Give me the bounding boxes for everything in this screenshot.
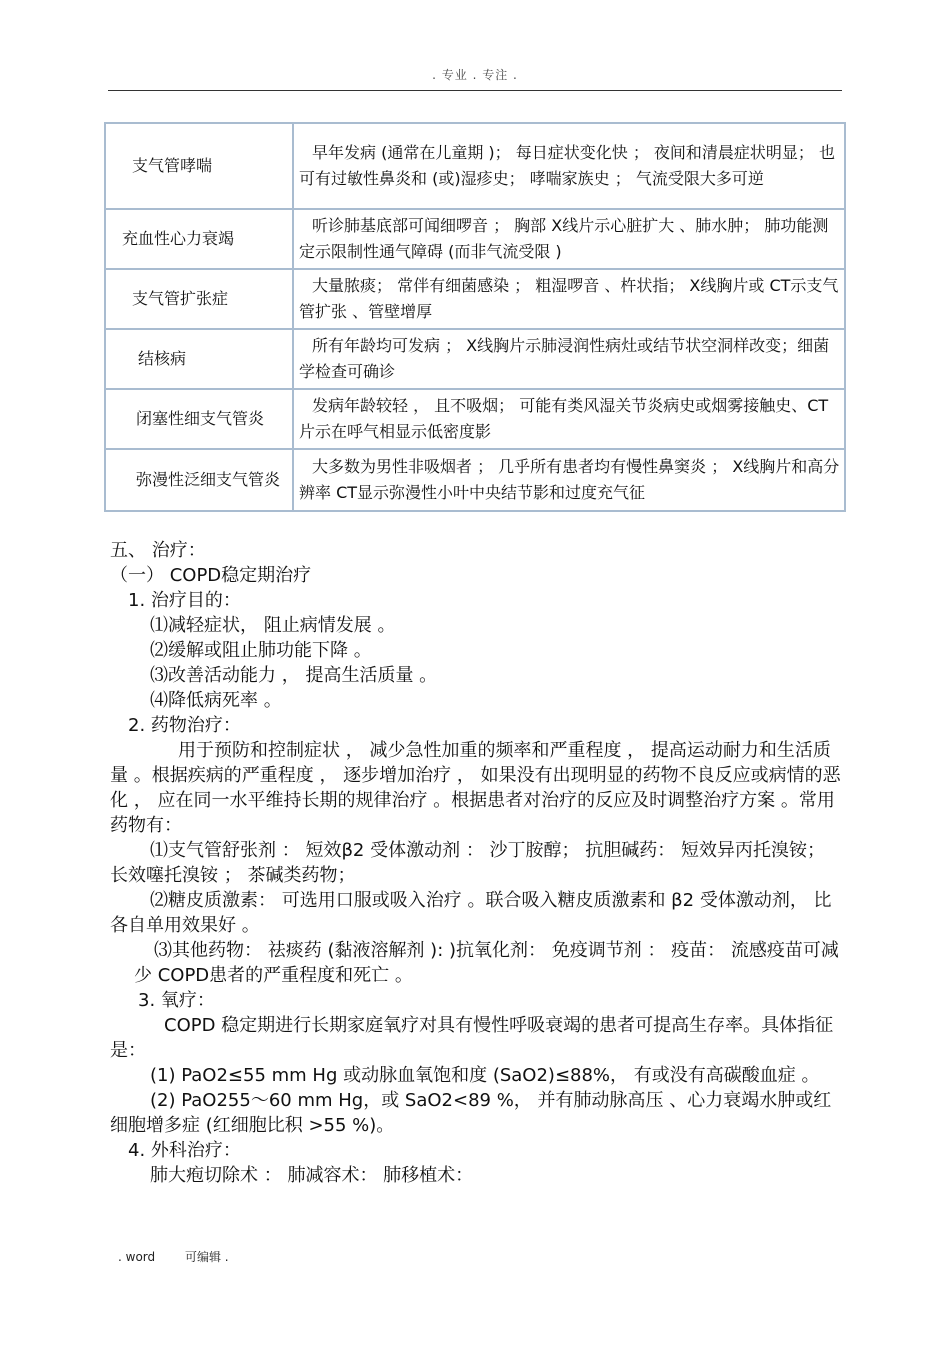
table-row bbox=[105, 269, 845, 329]
list-item: (1) PaO2≤55 mm Hg 或动脉血氧饱和度 (SaO2)≤88%， 有或没有高碳酸血症 。 bbox=[150, 1065, 820, 1086]
paragraph: 用于预防和控制症状 ， 减少急性加重的频率和严重程度 ， 提高运动耐力和生活质量 。根据疾病的严重程度 ， 逐步增加治疗 ， 如果没有出现明显的药物不良反应或病情的恶化 ， 应在同一水平维持长期的规律治疗 。根据患者对治疗的反应及时调整治疗方案 。常用药物有： bbox=[110, 740, 841, 836]
footer-left: . word bbox=[118, 1250, 156, 1264]
disease-name: 充血性心力衰竭 bbox=[105, 209, 293, 269]
list-item: ⑴支气管舒张剂 ： 短效β2 受体激动剂 ： 沙丁胺醇； 抗胆碱药： 短效异丙托溴铵； 长效噻托溴铵 ； 茶碱类药物； bbox=[110, 840, 825, 886]
disease-description: 大多数为男性非吸烟者 ； 几乎所有患者均有慢性鼻窦炎 ； X线胸片和高分辨率 CT显示弥漫性小叶中央结节影和过度充气征 bbox=[293, 449, 845, 511]
disease-description: 大量脓痰； 常伴有细菌感染 ； 粗湿啰音 、杵状指； X线胸片或 CT示支气管扩张 、管壁增厚 bbox=[293, 269, 845, 329]
paragraph: 肺大疱切除术 ： 肺减容术： 肺移植术： bbox=[150, 1165, 474, 1186]
disease-description: 所有年龄均可发病 ； X线胸片示肺浸润性病灶或结节状空洞样改变；细菌学检查可确诊 bbox=[293, 329, 845, 389]
list-item: ⑴减轻症状， 阻止病情发展 。 bbox=[150, 615, 396, 636]
disease-description: 听诊肺基底部可闻细啰音 ； 胸部 X线片示心脏扩大 、肺水肿； 肺功能测定示限制性通气障碍 (而非气流受限 ) bbox=[293, 209, 845, 269]
disease-name: 弥漫性泛细支气管炎 bbox=[105, 449, 293, 511]
section-heading: 五、 治疗： bbox=[110, 540, 206, 561]
disease-name: 结核病 bbox=[105, 329, 293, 389]
list-item: ⑵糖皮质激素： 可选用口服或吸入治疗 。联合吸入糖皮质激素和 β2 受体激动剂， 比各自单用效果好 。 bbox=[110, 890, 832, 936]
list-item: ⑷降低病死率 。 bbox=[150, 690, 282, 711]
subsection-heading: （一） COPD稳定期治疗 bbox=[110, 565, 312, 586]
table-row bbox=[105, 389, 845, 449]
disease-name: 支气管扩张症 bbox=[105, 269, 293, 329]
list-item: ⑶其他药物： 祛痰药 (黏液溶解剂 ): )抗氧化剂： 免疫调节剂 ： 疫苗： 流感疫苗可减少 COPD患者的严重程度和死亡 。 bbox=[134, 940, 839, 986]
table-row bbox=[105, 123, 845, 209]
item-heading: 4. 外科治疗： bbox=[128, 1140, 241, 1161]
list-item: ⑵缓解或阻止肺功能下降 。 bbox=[150, 640, 372, 661]
disease-name: 闭塞性细支气管炎 bbox=[105, 389, 293, 449]
differential-diagnosis-table bbox=[104, 122, 846, 512]
table-row bbox=[105, 329, 845, 389]
table-row bbox=[105, 209, 845, 269]
page-footer bbox=[118, 1248, 255, 1265]
list-item: ⑶改善活动能力 ， 提高生活质量 。 bbox=[150, 665, 438, 686]
paragraph: COPD 稳定期进行长期家庭氧疗对具有慢性呼吸衰竭的患者可提高生存率。具体指征是： bbox=[110, 1015, 834, 1061]
disease-name: 支气管哮喘 bbox=[105, 123, 293, 209]
item-heading: 1. 治疗目的： bbox=[128, 590, 241, 611]
item-heading: 3. 氧疗： bbox=[138, 990, 215, 1011]
disease-description: 发病年龄较轻 ， 且不吸烟； 可能有类风湿关节炎病史或烟雾接触史、CT片示在呼气相显示低密度影 bbox=[293, 389, 845, 449]
footer-right: 可编辑 . bbox=[184, 1250, 229, 1264]
header-rule bbox=[108, 90, 842, 91]
list-item: (2) PaO255～60 mm Hg，或 SaO2<89 %， 并有肺动脉高压 、心力衰竭水肿或红细胞增多症 (红细胞比积 >55 %)。 bbox=[110, 1090, 832, 1136]
disease-description: 早年发病 (通常在儿童期 )； 每日症状变化快 ； 夜间和清晨症状明显； 也可有过敏性鼻炎和 (或)湿疹史； 哮喘家族史 ； 气流受限大多可逆 bbox=[293, 123, 845, 209]
page-header: . 专业 . 专注 . bbox=[432, 68, 518, 82]
table-row bbox=[105, 449, 845, 511]
item-heading: 2. 药物治疗： bbox=[128, 715, 241, 736]
treatment-section bbox=[110, 538, 845, 1188]
